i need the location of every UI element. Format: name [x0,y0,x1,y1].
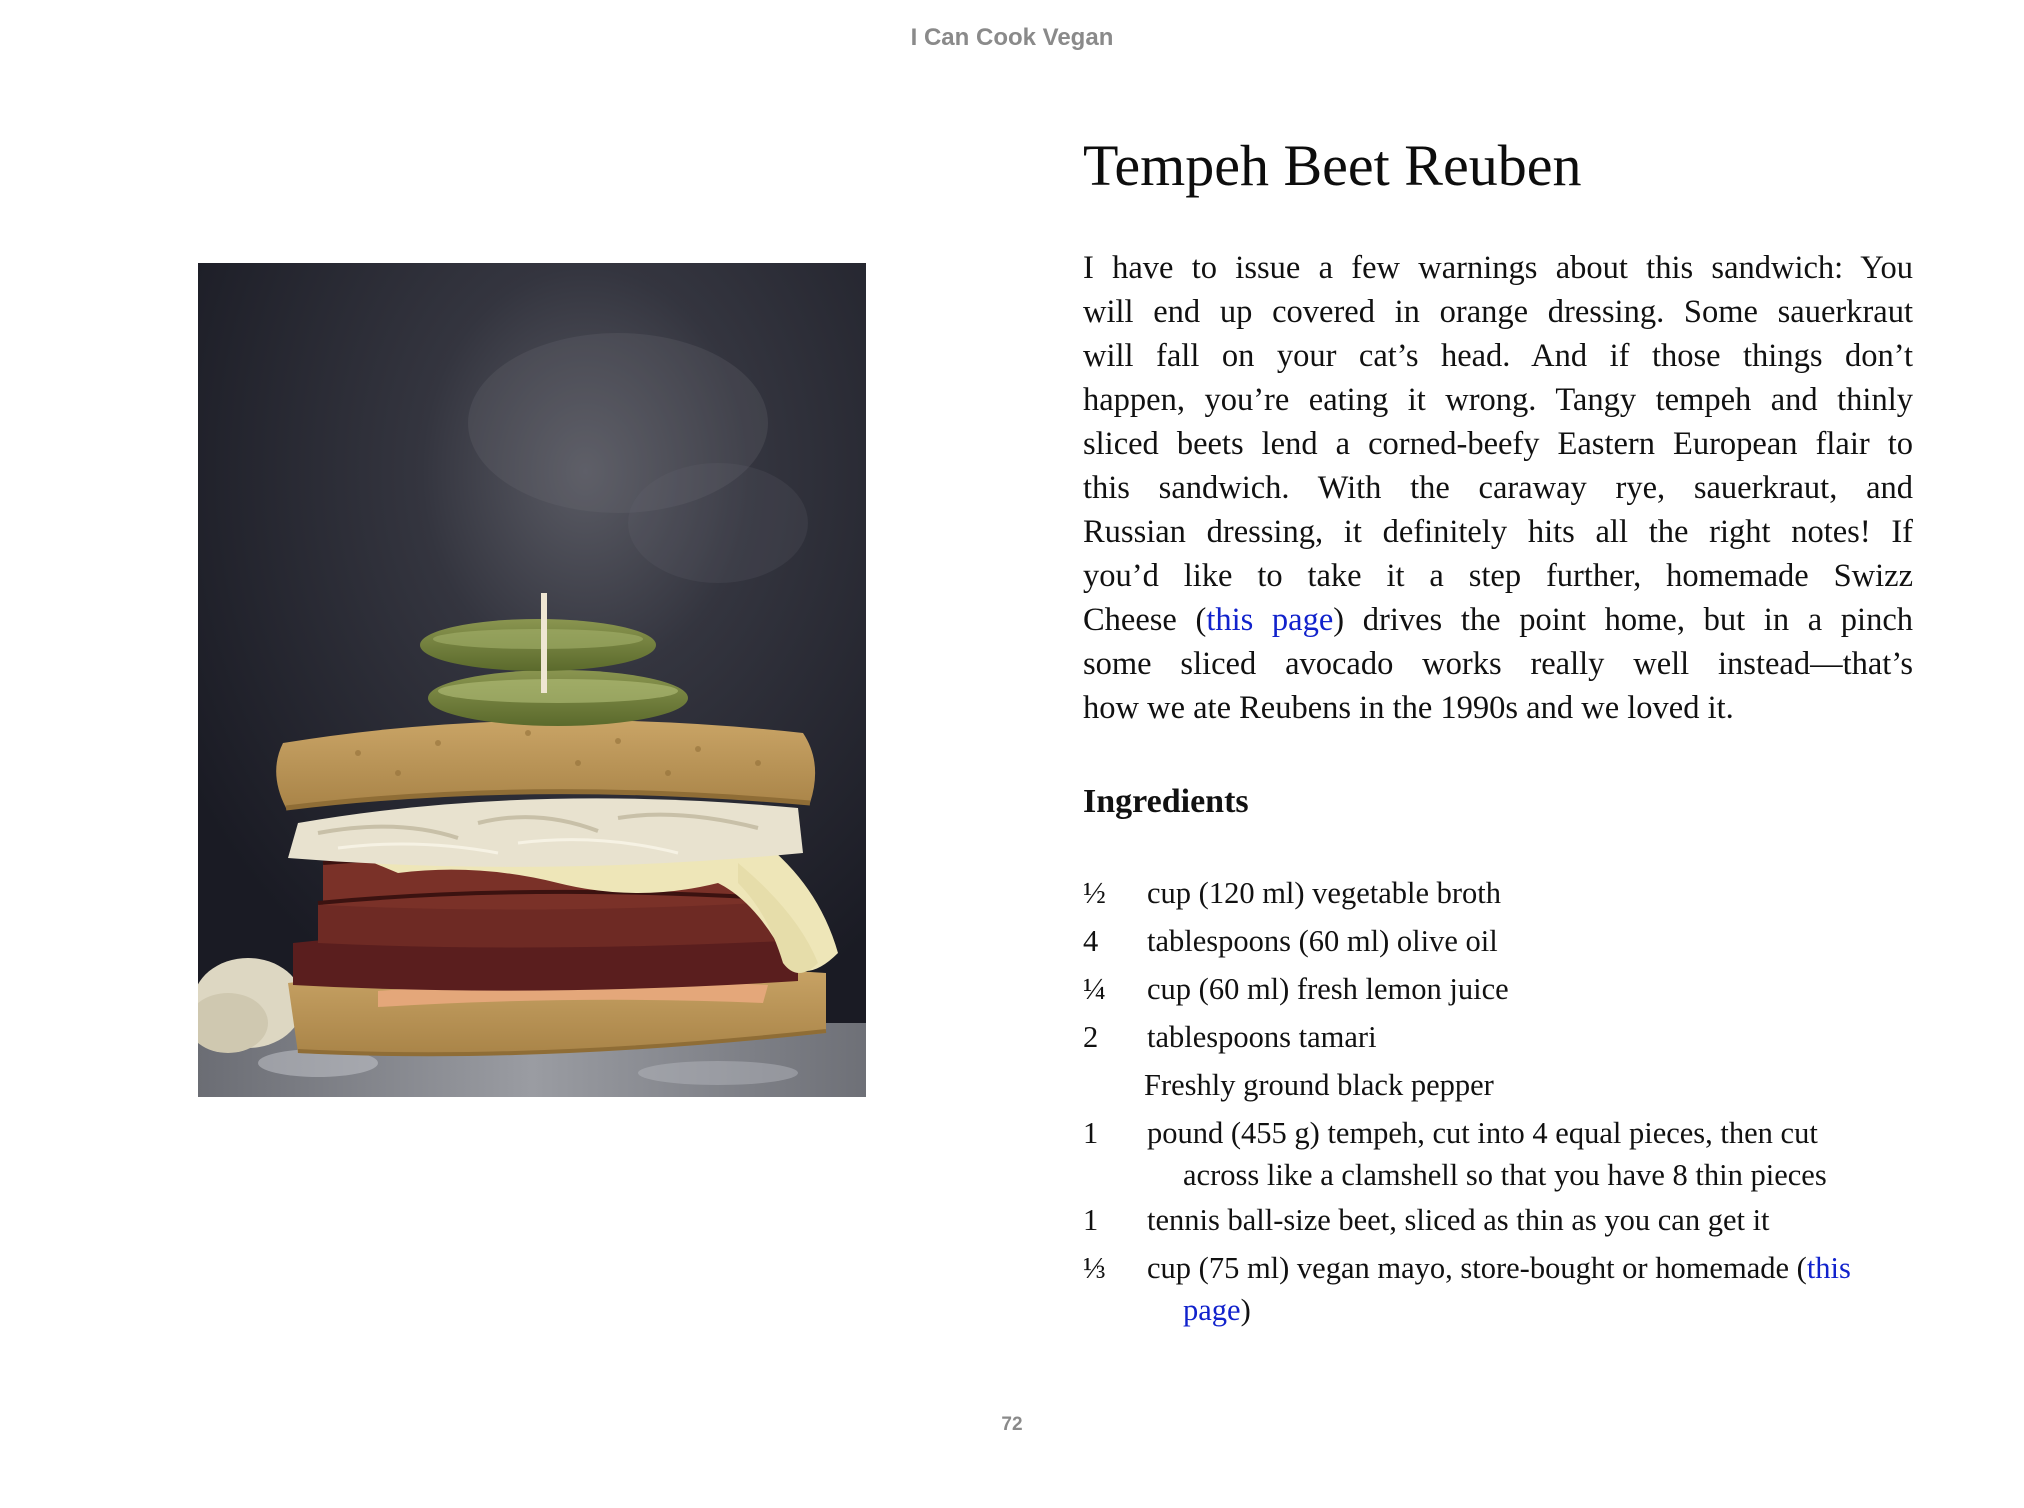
swizz-cheese-page-link[interactable]: this page [1206,602,1334,638]
book-title: I Can Cook Vegan [910,24,1114,51]
ingredients-heading: Ingredients [1083,783,1249,820]
ingredient-item [1083,1199,1943,1244]
vegan-mayo-page-link-continued[interactable]: page [1183,1293,1241,1327]
intro-line: this sandwich. With the caraway rye, sauerkraut, and [1083,470,1913,506]
intro-line: Russian dressing, it definitely hits all the right notes! If [1083,514,1913,550]
ingredient-text-closing: ) [1240,1293,1251,1327]
ingredient-item [1083,1247,1943,1331]
ingredient-text: Freshly ground black pepper [1144,1068,1494,1102]
ingredient-quantity: 1 [1083,1203,1099,1237]
intro-line: happen, you’re eating it wrong. Tangy tempeh and thinly [1083,382,1913,418]
ingredient-quantity: ¼ [1083,972,1106,1006]
ingredient-quantity: 1 [1083,1116,1099,1150]
intro-line: will end up covered in orange dressing. Some sauerkraut [1083,294,1913,330]
ingredient-item [1083,920,1943,965]
ingredient-quantity: 2 [1083,1020,1099,1054]
ingredient-quantity: ⅓ [1083,1251,1106,1285]
intro-line: will fall on your cat’s head. And if those things don’t [1083,338,1913,374]
intro-line: you’d like to take it a step further, homemade Swizz [1083,558,1913,594]
recipe-title: Tempeh Beet Reuben [1083,133,1582,198]
vegan-mayo-page-link[interactable]: this [1806,1251,1851,1285]
ingredient-text: cup (120 ml) vegetable broth [1147,876,1502,910]
reuben-sandwich-photo [198,263,866,1097]
ingredient-text-continued: across like a clamshell so that you have 8 thin pieces [1183,1158,1827,1192]
ingredient-item [1083,872,1943,917]
ingredients-list [1083,872,1943,1334]
ingredient-text: tablespoons tamari [1147,1020,1377,1054]
ingredient-item [1083,1016,1943,1061]
recipe-intro [1083,246,1913,730]
ingredient-text: tablespoons (60 ml) olive oil [1147,924,1498,958]
intro-line: some sliced avocado works really well instead—that’s [1083,646,1913,682]
ingredient-text: cup (75 ml) vegan mayo, store-bought or homemade ( [1147,1251,1807,1285]
page-number: 72 [1001,1414,1023,1435]
ingredient-item [1083,968,1943,1013]
ingredient-text: tennis ball-size beet, sliced as thin as you can get it [1147,1203,1770,1237]
ingredient-item [1083,1112,1943,1196]
ingredient-quantity: 4 [1083,924,1099,958]
ingredient-text: cup (60 ml) fresh lemon juice [1147,972,1509,1006]
ingredient-quantity: ½ [1083,876,1106,910]
intro-line: how we ate Reubens in the 1990s and we loved it. [1083,690,1734,726]
intro-text: Cheese ( [1083,602,1207,638]
ingredient-text: pound (455 g) tempeh, cut into 4 equal pieces, then cut [1147,1116,1818,1150]
intro-text: ) drives the point home, but in a pinch [1333,602,1914,638]
ingredient-text-continued [1147,1289,1943,1331]
intro-line: sliced beets lend a corned-beefy Eastern European flair to [1083,426,1913,462]
intro-line: I have to issue a few warnings about this sandwich: You [1083,250,1913,286]
ingredient-item [1083,1064,1943,1109]
intro-line-with-link [1083,598,1913,642]
